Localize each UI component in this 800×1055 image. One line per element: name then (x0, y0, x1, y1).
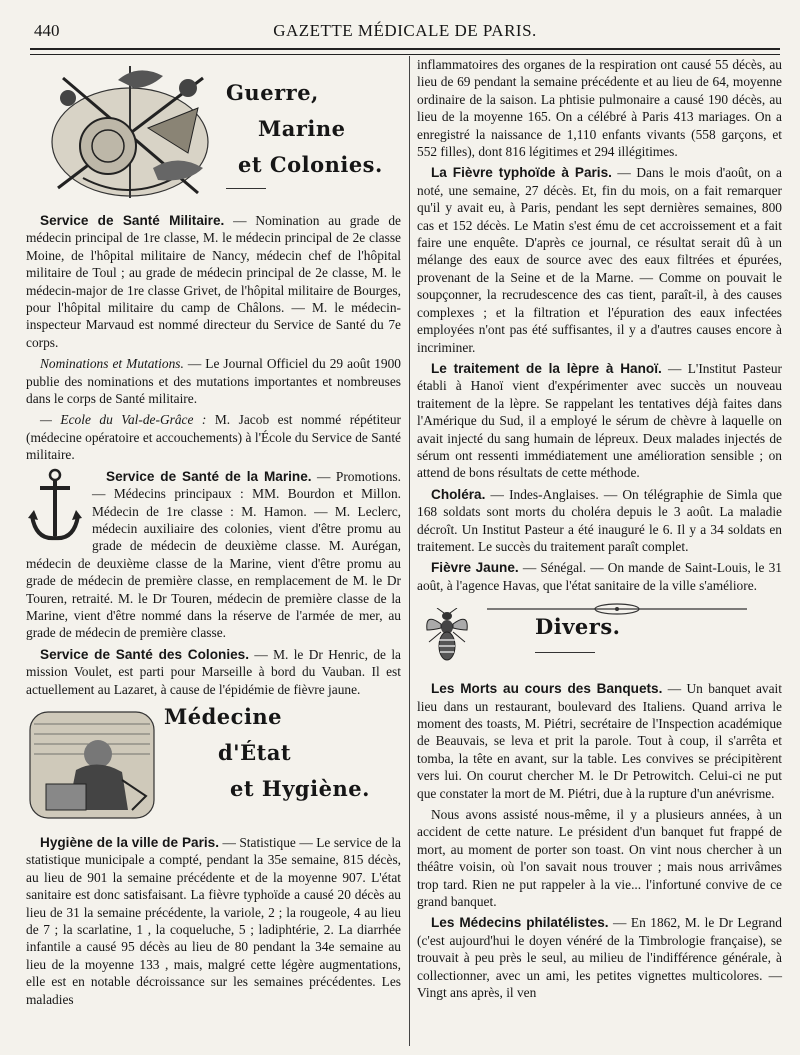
text-hygiene-paris: — Statistique — Le service de la statistique municipale a compté, pendant la 35e semaine, 815 décès, au lieu de 901 la semaine précédente et de la moyenne 907. L'état sanitaire est donc satisfaisant. La fièvre typhoïde a causé 20 décès au lieu de 31 la semaine précédente, la variole, 2 ; la rougeole, 4 au lieu de 7 ; la scarlatine, 1 , la coqueluche, 5 ; ladiphtérie, 2. La diarrhée infantile a causé 95 décès au lieu de 80 pendant la 34e semaine au lieu de la moyenne 133 , mais, malgré cette légère augmentations, elle est en notable décroissance sur les semaines précédentes. Les maladies (26, 834, 401, 1007)
article-sante-militaire (26, 212, 401, 351)
divers-rule (535, 652, 595, 653)
text-fievre-jaune: — Sénégal. — On mande de Saint-Louis, le 31 août, à l'agence Havas, que l'état sanitaire de la ville s'améliore. (417, 560, 782, 593)
heading-hygiene-paris: Hygiène de la ville de Paris. (40, 834, 219, 850)
heading-sante-marine: Service de Santé de la Marine. (106, 468, 312, 484)
scholar-engraving-illustration (28, 710, 156, 820)
article-continuation: inflammatoires des organes de la respiration ont causé 55 décès, au lieu de 69 pendant la semaine précédente et au lieu de 64, moyenne ordinaire de la saison. La phtisie pulmonaire a causé 190 décès, au lieu de la moyenne 165. On a célébré à Paris 413 mariages. On a enregistré la naissance de 1,110 enfants vivants (558 garçons, et 552 filles), dont 816 légitimes et 294 illégitimes. (417, 57, 782, 160)
article-banquets-2: Nous avons assisté nous-même, il y a plusieurs années, à un accident de cette nature. Le président d'un banquet fut frappé de mort, au moment de porter son toast. On vint nous chercher à un théâtre voisin, où l'on savait nous trouver ; mais nous arrivâmes trop tard. Rien ne put rappeler à la vie... l'infortuné convive de ce grand banquet. (417, 807, 782, 910)
header-double-rule (30, 48, 780, 55)
article-banquets (417, 680, 782, 802)
article-philatelistes (417, 914, 782, 1001)
article-nominations (26, 355, 401, 407)
heading-cholera: Choléra. (431, 486, 486, 502)
banner-title-line2: Marine (258, 116, 346, 141)
divers-banner (417, 614, 782, 676)
banner2-title-line2: d'État (218, 739, 292, 765)
right-column (417, 56, 782, 1006)
anchor-icon (26, 468, 84, 544)
lead-nominations: Nominations et Mutations. (40, 356, 184, 372)
article-val-de-grace (26, 411, 401, 463)
column-rule (409, 56, 410, 1046)
military-trophy-illustration (38, 58, 223, 206)
lead-val-de-grace: — Ecole du Val-de-Grâce : (40, 412, 207, 428)
journal-title: GAZETTE MÉDICALE DE PARIS. (273, 21, 537, 40)
heading-lepre: Le traitement de la lèpre à Hanoï. (431, 360, 662, 376)
left-column (26, 56, 401, 1012)
article-fievre-jaune (417, 559, 782, 594)
text-sante-marine: — Promotions. — Médecins principaux : MM. Bourdon et Millon. Médecin de 1re classe : M. Hamon. — M. Leclerc, médecin auxiliaire des colonies, vient d'être promu au grade de médecin de deuxième classe. M. Aurégan, médecin de deuxième classe de la Marine, vient d'être promu au grade de médecin de première classe, en remplacement de M. le Dr Touren, retraité. M. le Dr Touren, médecin de première classe de la Marine, vient d'être nommé dans la réserve de l'armée de mer, au grade de médecin de première classe. (26, 468, 401, 641)
text-typhoide: — Dans le mois d'août, on a noté, une semaine, 27 décès. Et, fin du mois, on a fait remarquer qu'il y avait eu, à Paris, pendant les sept dernières semaines, 800 cas et 152 décès. Le Matin s'est ému de cet accroissement et a fait faire une enquête. D'après ce journal, ce résultat serait dû à un mélange des eaux de source avec des eaux filtrées et épurées, provenant de la Seine et de la Marne. — Comme on pouvait le soupçonner, la recrudescence des cas tient, paraît-il, à des causes complexes ; et la filtration et l'épuration des eaux infectées employées n'ont pas été suffisantes, il y a d'autres causes encore à incriminer. (417, 165, 782, 355)
section-banner-medecine (26, 702, 401, 828)
heading-sante-militaire: Service de Santé Militaire. (40, 213, 225, 228)
text-sante-militaire: — Nomination au grade de médecin principal de 1re classe, M. le médecin principal de 2e classe Moine, de l'hôpital militaire de Nancy, médecin chef de l'hôpital militaire de Toul ; au grade de médecin principal de 2e classe, M. le médecin-major de 1re classe Grivet, de l'hôpital militaire de Bourges, pour l'hôpital militaire du camp de Châlons. — M. le médecin-inspecteur Marvaud est nommé directeur du Service de Santé du 7e corps. (26, 213, 401, 350)
heading-sante-colonies: Service de Santé des Colonies. (40, 646, 249, 662)
heading-banquets: Les Morts au cours des Banquets. (431, 681, 663, 697)
heading-fievre-jaune: Fièvre Jaune. (431, 560, 519, 576)
page-header (30, 18, 780, 44)
banner2-title-line3: et Hygiène. (230, 775, 370, 801)
article-sante-marine (26, 468, 401, 642)
banner-title-line1: Guerre, (226, 80, 319, 105)
heading-philatelistes: Les Médecins philatélistes. (431, 915, 609, 931)
section-banner-guerre (26, 56, 401, 206)
article-typhoide (417, 164, 782, 355)
text-nominations: — Le Journal Officiel du 29 août 1900 publie des nominations et des mutations importantes et nombreuses dans le corps de Santé militaire. (26, 356, 401, 407)
article-lepre (417, 360, 782, 482)
heading-typhoide: La Fièvre typhoïde à Paris. (431, 165, 612, 181)
article-sante-colonies (26, 646, 401, 698)
banner2-title-line1: Médecine (164, 703, 283, 729)
text-val-de-grace: M. Jacob est nommé répétiteur (médecine opératoire et accouchements) à l'École du Service de Santé militaire. (26, 412, 401, 463)
page-number: 440 (34, 21, 60, 40)
wasp-icon (423, 608, 471, 662)
text-sante-colonies: — M. le Dr Henric, de la mission Voulet, est parti pour Marseille à bord du Vauban. Il est actuellement au Lazaret, à cause de l'épidémie de fièvre jaune. (26, 646, 401, 697)
article-cholera (417, 486, 782, 556)
text-cholera: — Indes-Anglaises. — On télégraphie de Simla que 168 soldats sont morts du choléra depuis le 3 août. La maladie décroît. Un Institut Pasteur a été inauguré le 6. Il y a 34 soldats en traitement. Le succès du traitement paraît complet. (417, 486, 782, 554)
article-hygiene-paris (26, 834, 401, 1008)
text-philatelistes: — En 1862, M. le Dr Legrand (c'est aujourd'hui le doyen vénéré de la Timbrologie française), se trouvait à peu près le seul, au milieu de l'indifférence générale, à collectionner, avec un ami, les petites vignettes multicolores. — Vingt ans après, il ven (417, 915, 782, 1001)
banner-rule (226, 188, 266, 189)
banner-title-line3: et Colonies. (238, 152, 383, 177)
text-banquets: — Un banquet avait lieu dans un restaurant, boulevard des Italiens. Quand arriva le moment des toasts, M. Piétri, secrétaire de l'Inspection académique de Beauvais, se leva et prit la parole. Tout à coup, il s'arrêta et tomba, la tête en avant, sur la table. Les convives se précipitèrent vers lui. On courut chercher M. le Dr Petrowitch. Celui-ci ne put que constater la mort de M. Piétri, due à la rupture d'un anévrisme. (417, 681, 782, 801)
divers-title: Divers. (535, 614, 621, 640)
text-lepre: — L'Institut Pasteur établi à Hanoï vient d'expérimenter avec succès un nouveau traitement de la lèpre. Se rappelant les tentatives déjà faites dans l'Amérique du Sud, il a employé le sérum de chèvre à laquelle on avait injecté du sang humain de lépreux. Deux malades injectés de sérum ont ressenti immédiatement une amélioration sensible ; on attend de bons résultats de cette méthode. (417, 360, 782, 481)
